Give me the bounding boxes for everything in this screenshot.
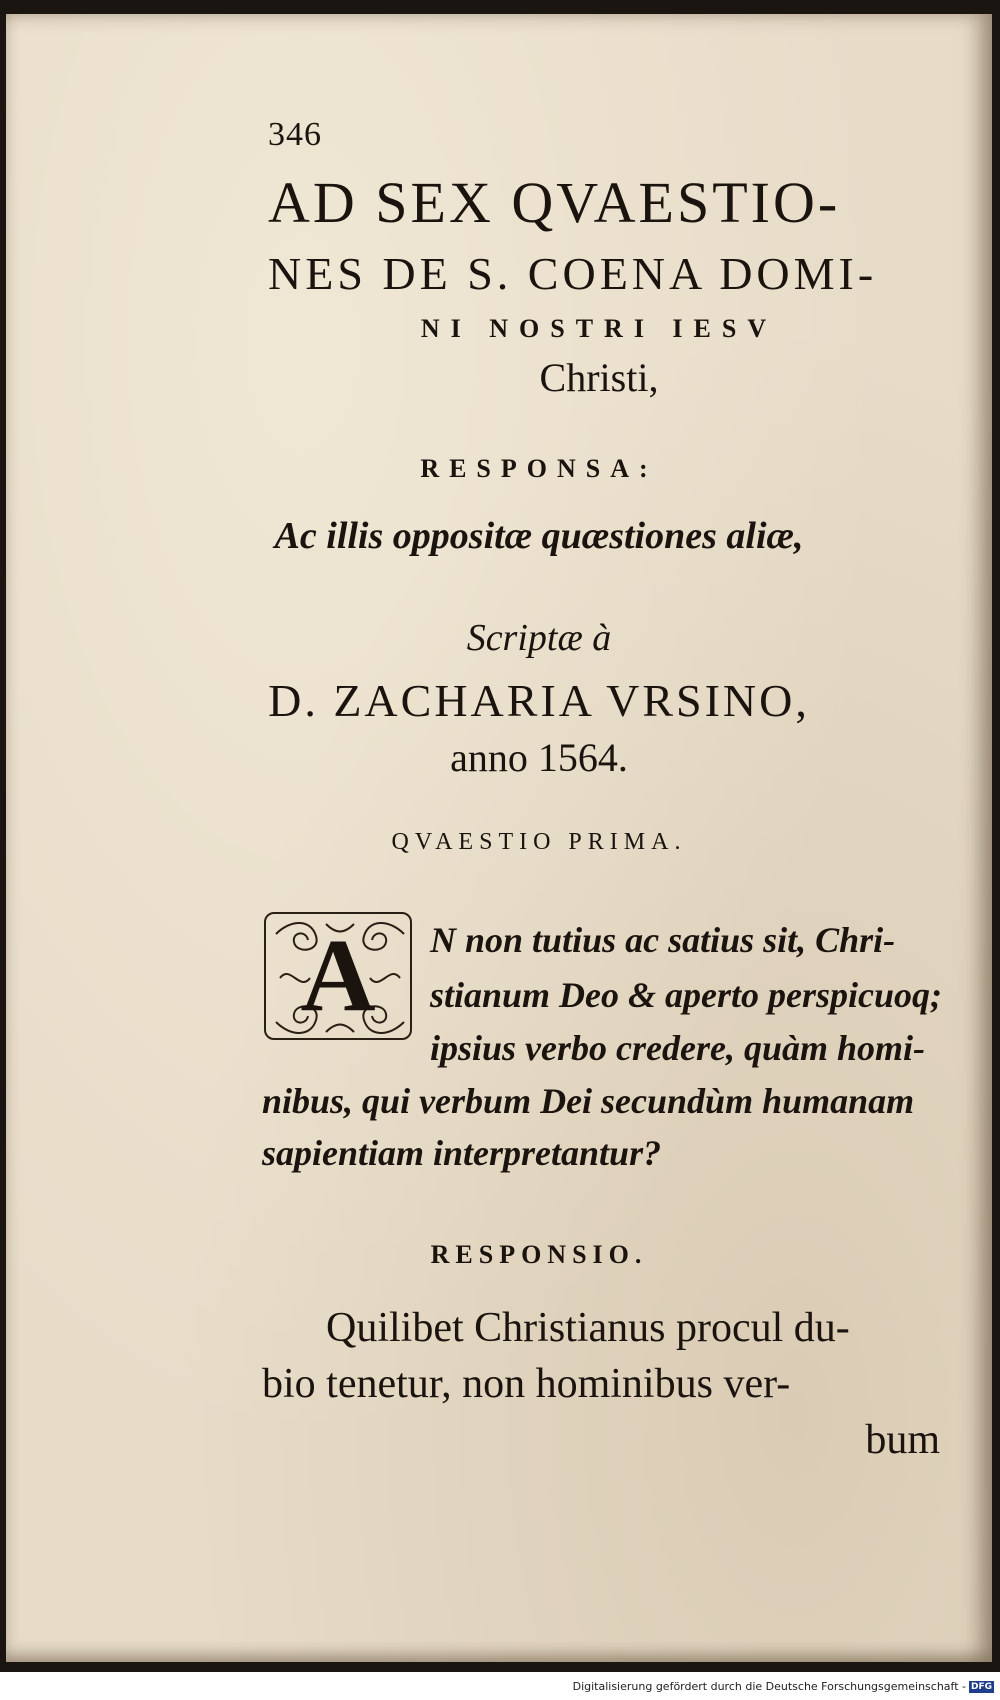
question-line-5: sapientiam interpretantur? <box>262 1133 662 1173</box>
question-line-4: nibus, qui verbum Dei secundùm humanam <box>262 1081 915 1121</box>
question-heading: QVAESTIO PRIMA. <box>391 829 687 855</box>
question-line-3: ipsius verbo credere, quàm homi- <box>430 1028 925 1068</box>
initial-letter: A <box>300 918 376 1033</box>
title-line-3: NI NOSTRI IESV <box>420 314 778 343</box>
question-line-2: stianum Deo & aperto perspicuoq; <box>430 975 943 1015</box>
decorated-initial <box>264 912 412 1040</box>
question-line-1: N non tutius ac satius sit, Chri- <box>430 920 896 960</box>
author-name: D. ZACHARIA VRSINO, <box>268 675 810 726</box>
answer-line-1: Quilibet Christianus procul du- <box>326 1305 850 1351</box>
answer-line-2: bio tenetur, non hominibus ver- <box>262 1361 791 1407</box>
responsa-heading: RESPONSA: <box>420 454 658 483</box>
book-page <box>6 14 992 1662</box>
year-line: anno 1564. <box>450 735 628 780</box>
title-line-1: AD SEX QVAESTIO- <box>268 170 841 235</box>
credit-text: Digitalisierung gefördert durch die Deutsche Forschungsgemeinschaft - <box>572 1680 966 1693</box>
dfg-logo: DFG <box>970 1681 992 1692</box>
scripta-line: Scriptæ à <box>466 617 612 659</box>
title-line-4: Christi, <box>539 355 659 400</box>
title-line-2: NES DE S. COENA DOMI- <box>268 248 878 299</box>
page-number: 346 <box>268 116 322 153</box>
answer-line-3: bum <box>865 1417 940 1463</box>
digitization-credit <box>573 1680 994 1693</box>
subtitle: Ac illis oppositæ quæstiones aliæ, <box>274 515 804 557</box>
responsio-heading: RESPONSIO. <box>430 1240 648 1269</box>
